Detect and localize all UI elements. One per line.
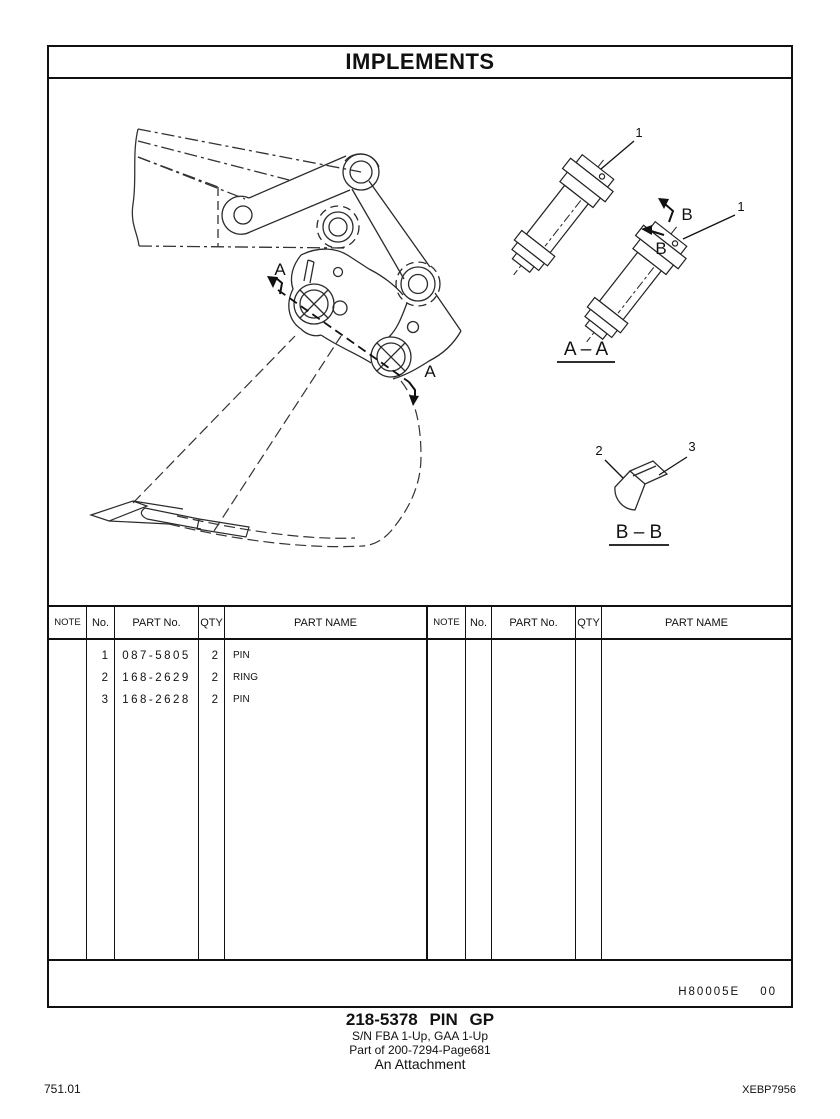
section-arrow-a-lower-label: A: [424, 362, 436, 381]
title-block: [0, 1010, 840, 1072]
svg-text:B – B: B – B: [615, 522, 663, 543]
header-note-left: NOTE: [49, 607, 87, 638]
page-title-bar: [49, 47, 791, 79]
callout-pin-detail-label: 3: [688, 439, 696, 454]
linkage-drawing: [222, 154, 440, 306]
callout-pin-left-label: 1: [635, 125, 643, 140]
parts-table-header: [49, 607, 791, 640]
bucket-tooth-drawing: [91, 501, 249, 537]
drawing-code: H80005E: [678, 986, 741, 998]
column-partno-left: [115, 640, 199, 959]
callout-ring-label: 2: [595, 443, 603, 458]
row-qty: 2: [211, 650, 218, 662]
header-partno-left: PART No.: [115, 607, 199, 638]
column-partno-right: [492, 640, 576, 959]
header-no-right: No.: [466, 607, 492, 638]
ring-detail-drawing: [605, 457, 687, 510]
sheet-border: [47, 45, 793, 1008]
parts-diagram: [49, 79, 790, 605]
row-part-no: 087-5805: [122, 650, 191, 662]
section-label-aa: [557, 339, 615, 362]
column-no-right: [466, 640, 492, 959]
sheet-footer: [49, 959, 791, 1006]
row-no: 2: [101, 672, 108, 684]
column-note-right: [428, 640, 466, 959]
drawing-area: [49, 79, 791, 605]
column-qty-left: [199, 640, 225, 959]
bucket-drawing: [133, 336, 421, 547]
header-qty-left: QTY: [199, 607, 225, 638]
parts-table: [49, 605, 791, 959]
row-part-name: RING: [233, 672, 258, 683]
row-part-name: PIN: [233, 694, 250, 705]
section-arrow-b-lower-label: B: [655, 239, 667, 258]
pin-assembly-right: [565, 199, 744, 359]
assembly-title: 218-5378 PIN GP: [345, 1010, 495, 1029]
page-title: IMPLEMENTS: [345, 49, 495, 74]
column-partname-left: [225, 640, 428, 959]
svg-text:A – A: A – A: [563, 339, 609, 360]
bucket-bracket-drawing: [289, 249, 461, 379]
parts-table-body: [49, 640, 791, 959]
row-qty: 2: [211, 694, 218, 706]
stick-arm-drawing: [132, 129, 361, 248]
section-arrow-a-upper-label: A: [274, 260, 286, 279]
row-part-no: 168-2628: [122, 694, 191, 706]
section-label-bb: [609, 522, 669, 545]
form-code: XEBP7956: [742, 1084, 796, 1096]
header-partname-right: PART NAME: [665, 616, 728, 629]
callout-pin-right-label: 1: [737, 199, 745, 214]
header-note-right: NOTE: [428, 607, 466, 638]
pin-assembly-left: [492, 125, 642, 292]
part-of-line: Part of 200-7294-Page681: [349, 1043, 491, 1057]
header-no-left: No.: [87, 607, 115, 638]
header-qty-right: QTY: [576, 607, 602, 638]
row-no: 1: [101, 650, 108, 662]
page-number: 751.01: [44, 1082, 81, 1096]
attachment-line: An Attachment: [374, 1056, 466, 1072]
section-arrow-b-upper-label: B: [681, 205, 693, 224]
column-no-left: [87, 640, 115, 959]
row-part-name: PIN: [233, 650, 250, 661]
header-partno-right: PART No.: [492, 607, 576, 638]
row-qty: 2: [211, 672, 218, 684]
serial-number-line: S/N FBA 1-Up, GAA 1-Up: [351, 1029, 489, 1043]
column-qty-right: [576, 640, 602, 959]
row-no: 3: [101, 694, 108, 706]
section-line-a: [267, 260, 436, 406]
drawing-revision: 00: [760, 986, 777, 998]
row-part-no: 168-2629: [122, 672, 191, 684]
column-note-left: [49, 640, 87, 959]
column-partname-right: [602, 640, 791, 959]
header-partname-left: PART NAME: [225, 607, 428, 638]
